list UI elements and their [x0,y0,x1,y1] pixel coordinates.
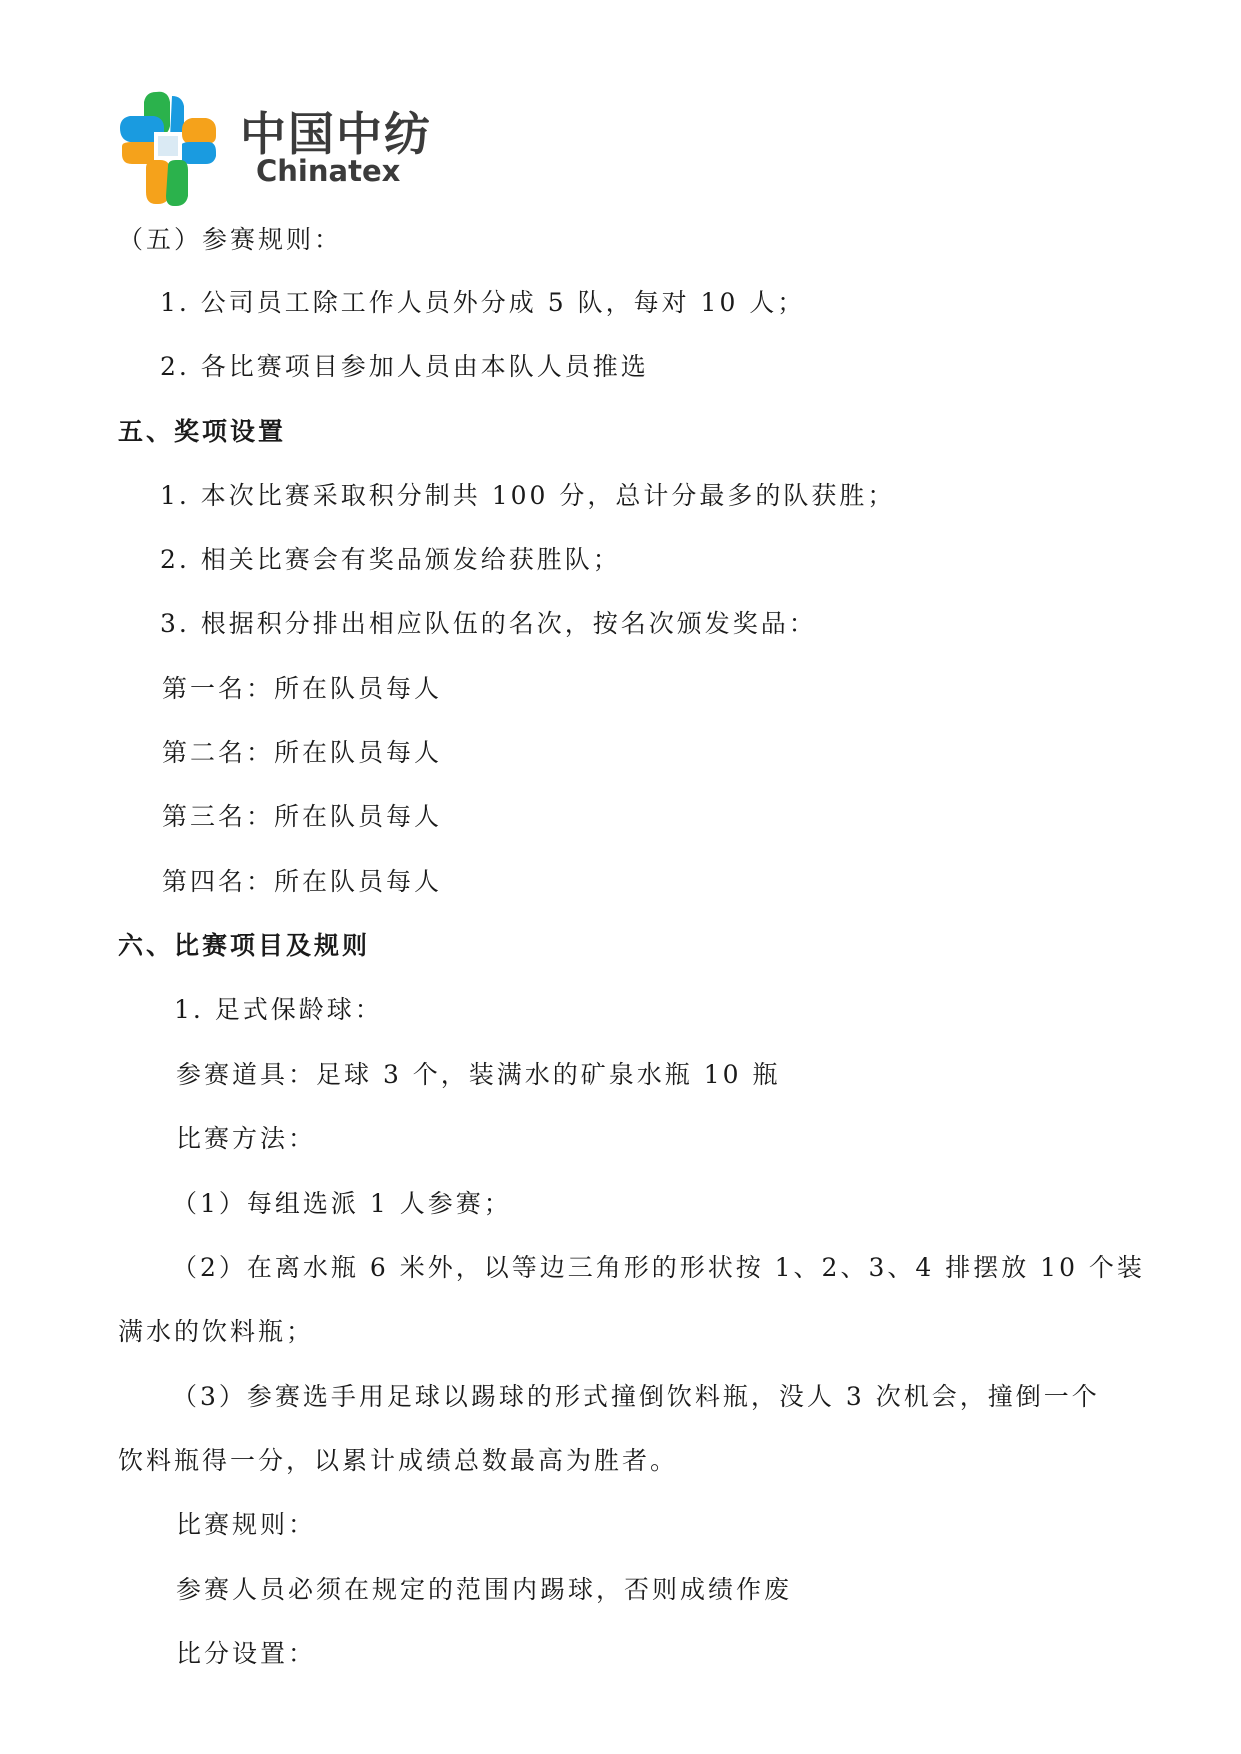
chinatex-logo-mark-icon [118,90,218,210]
rank-first: 第一名：所在队员每人 [162,674,443,703]
event-1-score-label: 比分设置： [176,1639,317,1668]
event-1-method-label: 比赛方法： [176,1124,317,1153]
rank-fourth: 第四名：所在队员每人 [162,867,443,896]
chinatex-logo [118,90,448,210]
awards-item-2: 2. 相关比赛会有奖品颁发给获胜队； [160,545,621,574]
event-1-method-3: （3）参赛选手用足球以踢球的形式撞倒饮料瓶，没人 3 次机会，撞倒一个 [172,1382,1100,1411]
event-1-props: 参赛道具：足球 3 个，装满水的矿泉水瓶 10 瓶 [176,1060,781,1089]
rank-third: 第三名：所在队员每人 [162,802,443,831]
awards-heading: 五、奖项设置 [118,417,287,446]
logo-chinese-name: 中国中纺 [240,107,432,161]
rules-heading: （五）参赛规则： [118,225,343,254]
event-1-title: 1. 足式保龄球： [174,995,383,1024]
logo-english-name: Chinatex [256,154,401,188]
event-1-rules-text: 参赛人员必须在规定的范围内踢球，否则成绩作废 [176,1575,793,1604]
events-heading: 六、比赛项目及规则 [118,931,371,960]
rules-item-1: 1. 公司员工除工作人员外分成 5 队，每对 10 人； [160,288,806,317]
event-1-method-2-cont: 满水的饮料瓶； [118,1317,315,1346]
rank-second: 第二名：所在队员每人 [162,738,443,767]
event-1-method-3-cont: 饮料瓶得一分，以累计成绩总数最高为胜者。 [118,1446,679,1475]
rules-item-2: 2. 各比赛项目参加人员由本队人员推选 [160,352,649,381]
awards-item-1: 1. 本次比赛采取积分制共 100 分，总计分最多的队获胜； [160,481,896,510]
event-1-rules-label: 比赛规则： [176,1510,317,1539]
event-1-method-2: （2）在离水瓶 6 米外，以等边三角形的形状按 1、2、3、4 排摆放 10 个装 [172,1253,1145,1282]
awards-item-3: 3. 根据积分排出相应队伍的名次，按名次颁发奖品： [160,609,817,638]
event-1-method-1: （1）每组选派 1 人参赛； [172,1189,512,1218]
